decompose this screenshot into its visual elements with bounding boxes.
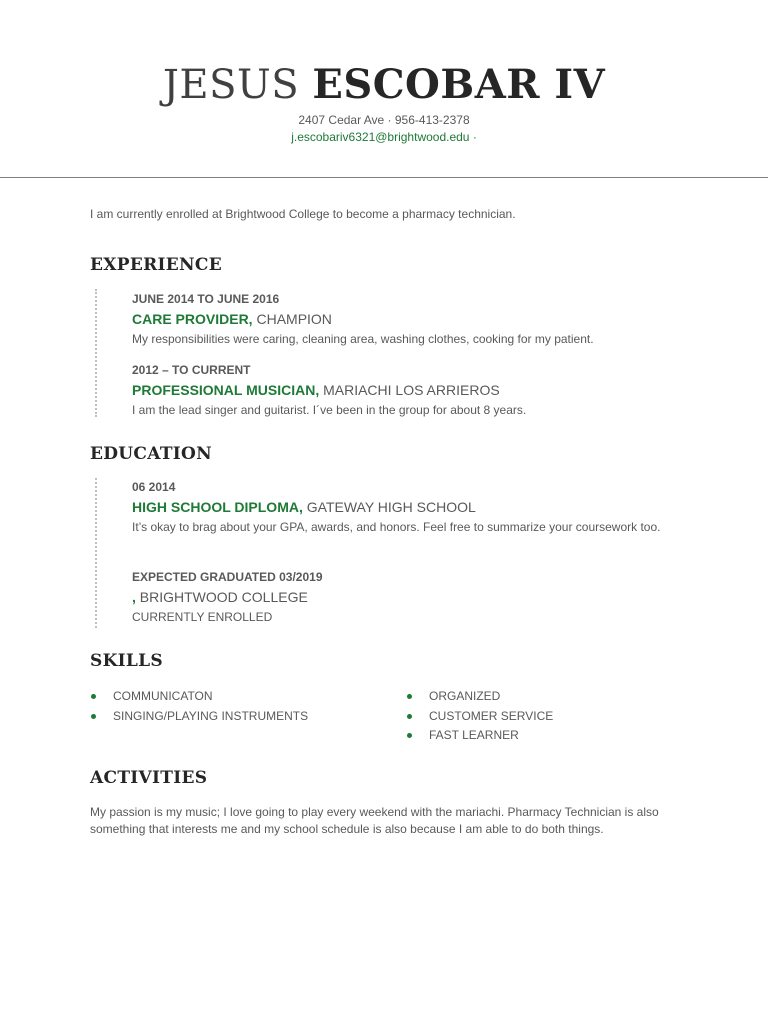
entry-description: CURRENTLY ENROLLED [132,610,273,624]
skills-list-right [407,687,553,746]
skills-list-left [91,687,308,726]
email-link[interactable]: j.escobariv6321@brightwood.edu · [291,130,477,144]
experience-entry [132,291,692,348]
entry-description: It’s okay to brag about your GPA, awards, and honors. Feel free to summarize your coursework too. [132,520,661,534]
candidate-name [0,60,768,110]
first-name: JESUS [162,62,300,108]
skill-label: CUSTOMER SERVICE [429,708,554,723]
education-heading: EDUCATION [90,444,212,464]
entry-date: JUNE 2014 TO JUNE 2016 [132,292,280,306]
education-entry [132,479,692,536]
contact-info: 2407 Cedar Ave · 956-413-2378 [298,113,470,127]
skill-item [407,726,553,746]
entry-description: My responsibilities were caring, cleaning area, washing clothes, cooking for my patient. [132,332,594,346]
education-timeline [95,478,97,628]
skill-label: COMMUNICATON [113,689,213,703]
entry-description: I am the lead singer and guitarist. I´ve been in the group for about 8 years. [132,403,527,417]
experience-timeline [95,289,97,417]
experience-entry [132,362,692,419]
entry-role [132,309,692,329]
education-entry [132,569,692,626]
bullet-icon [407,714,412,719]
entry-date: 06 2014 [132,480,176,494]
entry-title: CARE PROVIDER, [132,311,253,327]
activities-text: My passion is my music; I love going to play every weekend with the mariachi. Pharmacy Technician is also something that interests me and my school schedule is also because I am able to do both things. [90,805,659,836]
last-name: ESCOBAR IV [312,61,606,108]
entry-organization: GATEWAY HIGH SCHOOL [302,499,476,515]
skill-item [91,707,308,727]
skills-heading: SKILLS [90,651,163,671]
resume-header [0,60,768,146]
experience-heading: EXPERIENCE [90,255,222,275]
entry-title: PROFESSIONAL MUSICIAN, [132,382,320,398]
entry-title: HIGH SCHOOL DIPLOMA, [132,499,303,515]
entry-organization: MARIACHI LOS ARRIEROS [319,382,500,398]
bullet-icon [91,714,96,719]
entry-organization: BRIGHTWOOD COLLEGE [135,589,308,605]
entry-date: EXPECTED GRADUATED 03/2019 [132,570,323,584]
skill-item [407,687,553,707]
entry-date: 2012 – TO CURRENT [132,363,251,377]
skill-label: FAST LEARNER [429,728,519,742]
bullet-icon [407,733,412,738]
entry-role [132,497,692,517]
entry-role [132,380,692,400]
entry-role [132,587,692,607]
bullet-icon [407,694,412,699]
objective-text: I am currently enrolled at Brightwood College to become a pharmacy technician. [90,207,516,221]
skill-item [407,707,553,727]
header-divider [0,177,768,178]
bullet-icon [91,694,96,699]
skill-label: SINGING/PLAYING INSTRUMENTS [113,708,309,723]
skill-label: ORGANIZED [429,689,501,703]
skill-item [91,687,308,707]
entry-title: , [132,589,136,605]
entry-organization: CHAMPION [252,311,332,327]
activities-heading: ACTIVITIES [90,768,208,788]
